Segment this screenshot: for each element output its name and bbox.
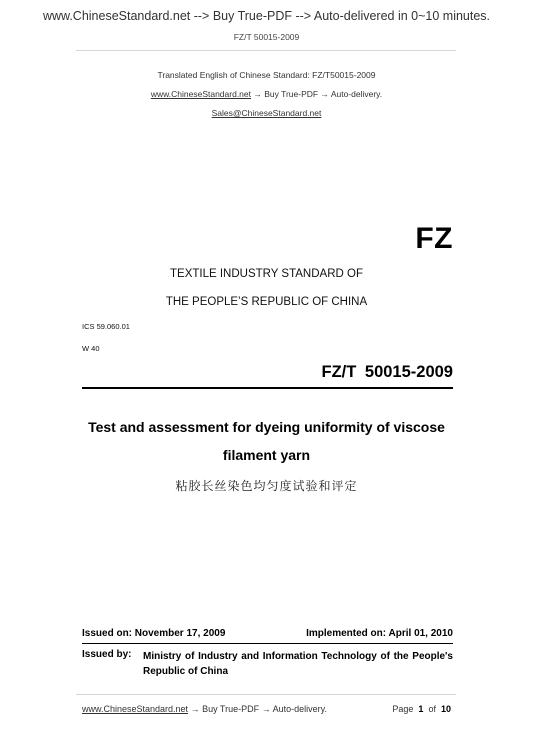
top-banner: www.ChineseStandard.net --> Buy True-PDF --> Auto-delivered in 0~10 minutes. xyxy=(42,9,491,23)
fz-logo: FZ xyxy=(415,222,453,255)
document-title-line2: filament yarn xyxy=(222,447,311,463)
footer-site-link[interactable]: www.ChineseStandard.net xyxy=(82,704,189,714)
page-indicator xyxy=(392,704,451,714)
standard-title-line2: THE PEOPLE’S REPUBLIC OF CHINA xyxy=(165,296,368,308)
issued-by-organization: Ministry of Industry and Information Technology of the People's Republic of China xyxy=(143,651,453,677)
footer-site-line xyxy=(82,704,327,714)
page-of: of xyxy=(428,704,436,714)
document-title-chinese: 粘胶长丝染色均匀度试验和评定 xyxy=(175,479,358,493)
dates-divider xyxy=(82,643,453,644)
intro-email-line xyxy=(0,108,533,118)
intro-site-line xyxy=(0,89,533,99)
intro-site-link[interactable]: www.ChineseStandard.net xyxy=(150,89,251,99)
standard-number-rule xyxy=(82,387,453,389)
sales-email-link[interactable]: Sales@ChineseStandard.net xyxy=(211,108,322,118)
translation-notice: Translated English of Chinese Standard: FZ/T50015-2009 xyxy=(157,70,376,80)
implemented-on-date: Implemented on: April 01, 2010 xyxy=(306,628,453,639)
issued-on-date: Issued on: November 17, 2009 xyxy=(82,628,226,639)
w-code: W 40 xyxy=(82,344,100,353)
footer-divider xyxy=(76,694,456,695)
standard-title-line1: TEXTILE INDUSTRY STANDARD OF xyxy=(170,268,363,280)
intro-site-suffix: → Buy True-PDF → Auto-delivery. xyxy=(251,89,383,99)
document-title-line1: Test and assessment for dyeing uniformity of viscose xyxy=(88,419,445,435)
issued-by-label: Issued by: xyxy=(82,649,132,660)
header-divider xyxy=(76,50,456,51)
standard-number: FZ/T 50015-2009 xyxy=(321,363,453,381)
footer-site-suffix: → Buy True-PDF → Auto-delivery. xyxy=(188,704,327,714)
page-total: 10 xyxy=(440,704,451,714)
page-label: Page xyxy=(392,704,414,714)
ics-code: ICS 59.060.01 xyxy=(82,322,130,331)
page-current: 1 xyxy=(418,704,424,714)
header-standard-code: FZ/T 50015-2009 xyxy=(233,32,300,42)
